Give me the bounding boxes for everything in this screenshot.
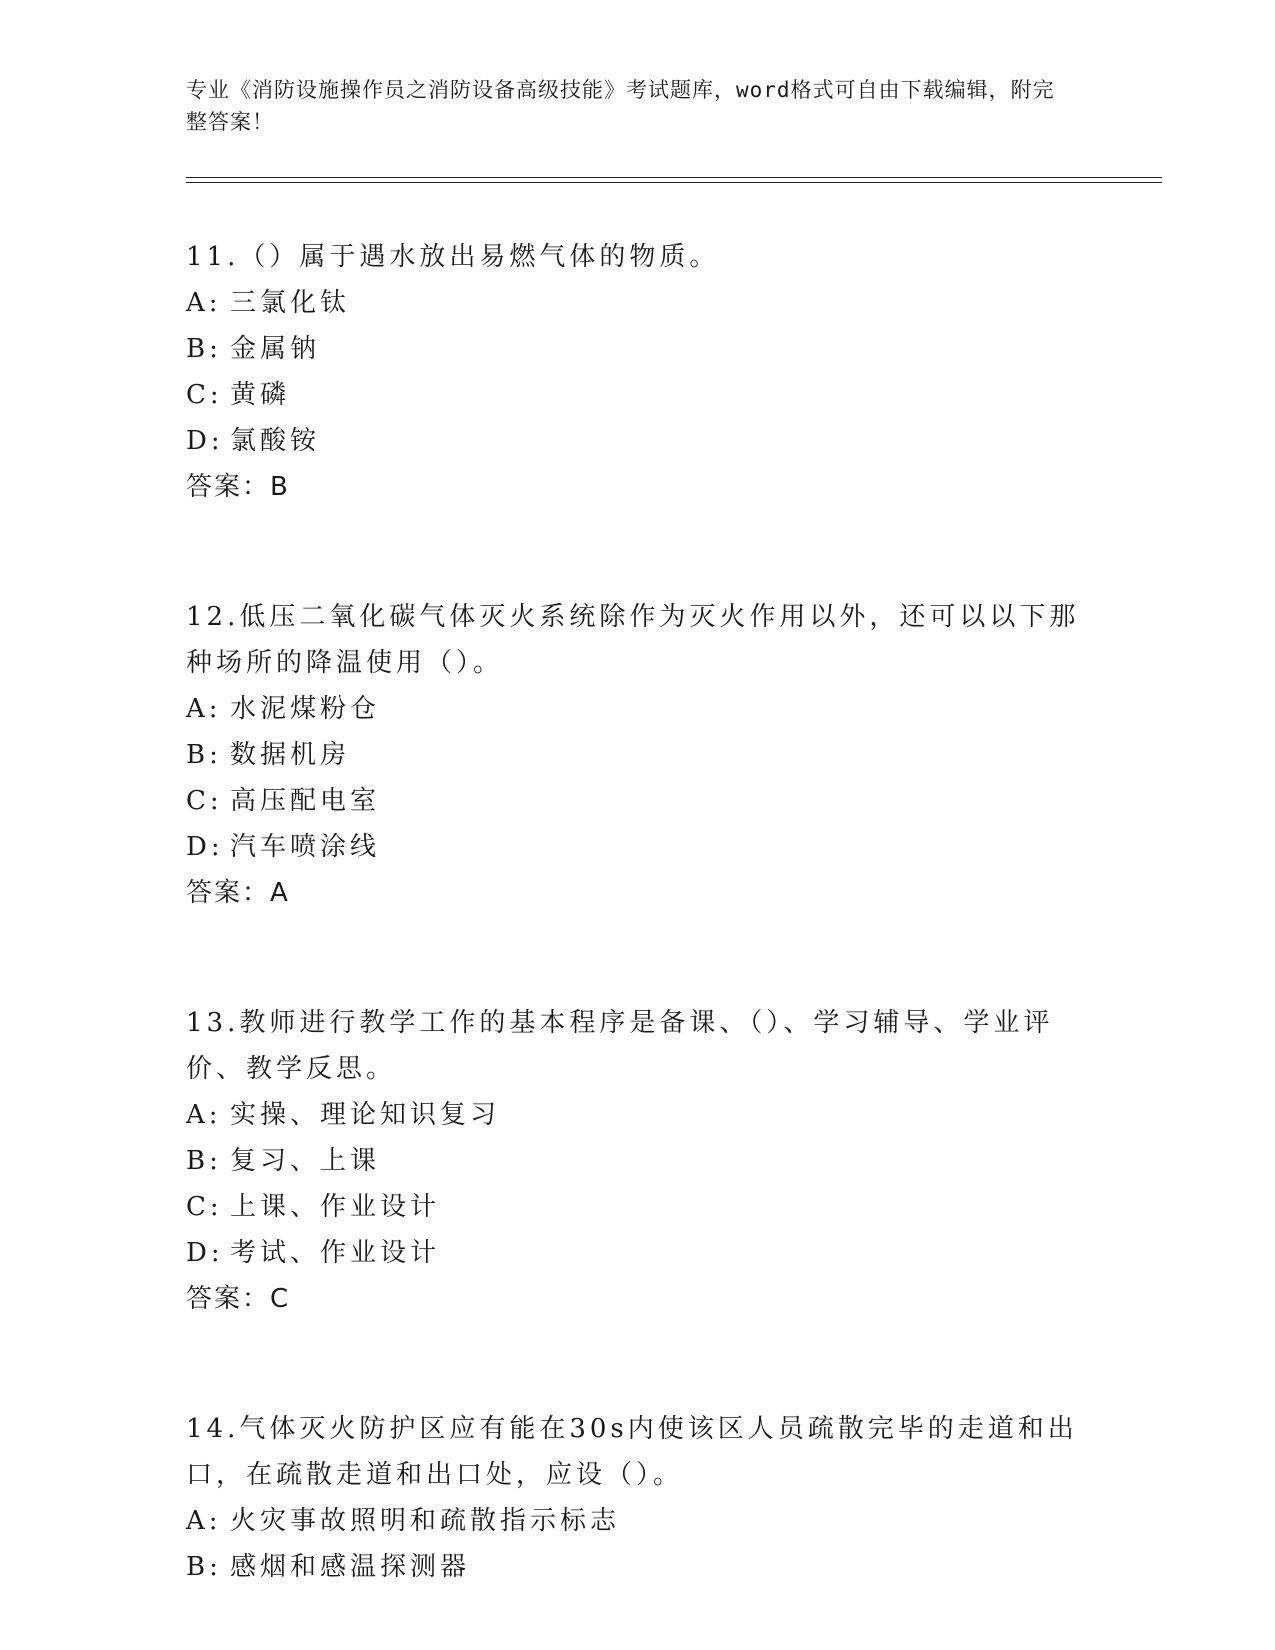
document-header: 专业《消防设施操作员之消防设备高级技能》考试题库，word格式可自由下载编辑，附完整答案！: [186, 78, 1055, 134]
option-letter: B:: [186, 334, 222, 364]
option-text: 火灾事故照明和疏散指示标志: [230, 1506, 621, 1536]
option-b: [186, 732, 1086, 778]
option-a: [186, 686, 1086, 732]
option-b: [186, 1138, 1086, 1184]
option-letter: B:: [186, 1552, 222, 1582]
header-divider-top: [186, 177, 1162, 178]
option-text: 汽车喷涂线: [230, 832, 381, 862]
question-stem: 13.教师进行教学工作的基本程序是备课、（）、学习辅导、学业评价、教学反思。: [186, 1008, 1054, 1084]
header-divider-bottom: [186, 182, 1162, 183]
option-a: [186, 280, 1086, 326]
question-14: [186, 1406, 1086, 1590]
question-11: [186, 234, 1086, 510]
question-gap: [186, 1322, 1086, 1406]
option-text: 黄磷: [230, 380, 291, 410]
option-letter: A:: [186, 288, 222, 318]
question-list: [186, 234, 1086, 1590]
option-letter: C:: [186, 1192, 223, 1222]
option-text: 高压配电室: [230, 786, 381, 816]
option-letter: B:: [186, 740, 222, 770]
option-letter: D:: [186, 832, 224, 862]
option-a: [186, 1498, 1086, 1544]
option-text: 氯酸铵: [230, 426, 321, 456]
option-text: 三氯化钛: [230, 288, 351, 318]
answer-line: 答案：B: [186, 472, 290, 502]
option-text: 金属钠: [230, 334, 321, 364]
option-d: [186, 824, 1086, 870]
option-c: [186, 778, 1086, 824]
question-gap: [186, 510, 1086, 594]
option-letter: C:: [186, 786, 223, 816]
option-text: 复习、上课: [230, 1146, 381, 1176]
option-letter: D:: [186, 1238, 224, 1268]
option-d: [186, 1230, 1086, 1276]
option-text: 实操、理论知识复习: [230, 1100, 501, 1130]
question-12: [186, 594, 1086, 916]
option-b: [186, 1544, 1086, 1590]
question-gap: [186, 916, 1086, 1000]
option-letter: A:: [186, 694, 222, 724]
option-letter: B:: [186, 1146, 222, 1176]
option-text: 感烟和感温探测器: [230, 1552, 471, 1582]
answer-line: 答案：A: [186, 878, 290, 908]
answer-line: 答案：C: [186, 1284, 291, 1314]
option-text: 水泥煤粉仓: [230, 694, 381, 724]
option-c: [186, 1184, 1086, 1230]
option-letter: D:: [186, 426, 224, 456]
question-stem: 11.（）属于遇水放出易燃气体的物质。: [186, 242, 720, 272]
question-stem: 12.低压二氧化碳气体灭火系统除作为灭火作用以外，还可以以下那种场所的降温使用（）。: [186, 602, 1080, 678]
option-text: 上课、作业设计: [230, 1192, 441, 1222]
question-stem: 14.气体灭火防护区应有能在30s内使该区人员疏散完毕的走道和出口，在疏散走道和出口处，应设（）。: [186, 1414, 1078, 1490]
option-a: [186, 1092, 1086, 1138]
option-c: [186, 372, 1086, 418]
option-letter: A:: [186, 1100, 222, 1130]
option-letter: C:: [186, 380, 223, 410]
option-text: 考试、作业设计: [230, 1238, 441, 1268]
option-d: [186, 418, 1086, 464]
question-13: [186, 1000, 1086, 1322]
option-letter: A:: [186, 1506, 222, 1536]
option-text: 数据机房: [230, 740, 351, 770]
option-b: [186, 326, 1086, 372]
